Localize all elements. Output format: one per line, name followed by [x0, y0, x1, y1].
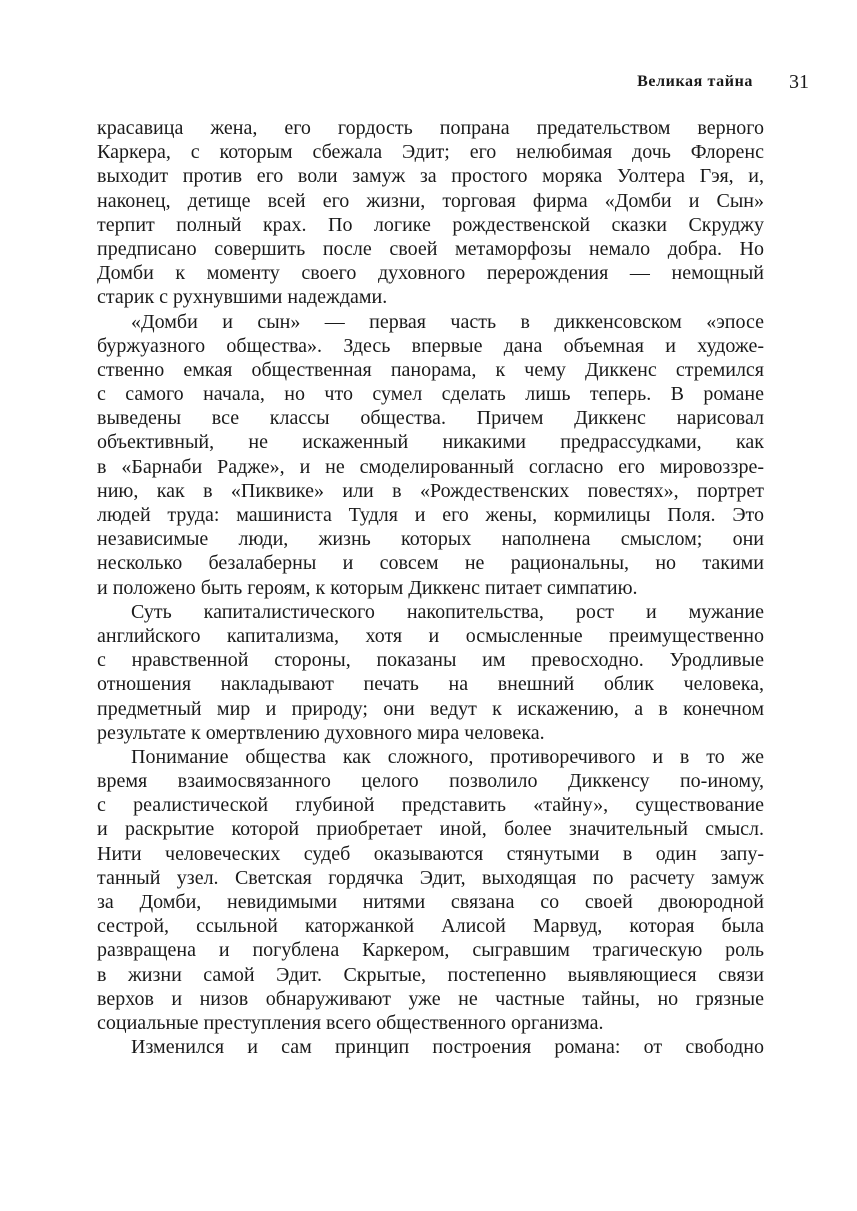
text-line: и раскрытие которой приобретает иной, более значительный смысл.: [97, 818, 764, 841]
text-line: за Домби, невидимыми нитями связана со своей двоюродной: [97, 891, 764, 913]
text-line: в жизни самой Эдит. Скрытые, постепенно выявляющиеся связи: [97, 963, 764, 986]
running-title: Великая тайна: [637, 73, 753, 90]
text-line: предметный мир и природу; они ведут к искажению, а в конечном: [97, 697, 764, 720]
text-line: несколько безалаберны и совсем не рациональны, но такими: [97, 552, 764, 575]
text-line: нию, как в «Пиквике» или в «Рождественских повестях», портрет: [97, 479, 764, 502]
text-line: Изменился и сам принцип построения романа: от свободно: [131, 1036, 764, 1059]
text-line: Понимание общества как сложного, противоречивого и в то же: [131, 745, 764, 768]
text-line: Каркера, с которым сбежала Эдит; его нелюбимая дочь Флоренс: [97, 141, 764, 164]
text-line: буржуазного общества». Здесь впервые дана объемная и художе-: [97, 334, 764, 357]
text-line: в «Барнаби Радже», и не смоделированный согласно его мировоззре-: [97, 455, 764, 478]
text-line: отношения накладывают печать на внешний облик человека,: [97, 673, 764, 696]
text-line: старик с рухнувшими надеждами.: [97, 286, 388, 309]
text-line: английского капитализма, хотя и осмысленные преимущественно: [97, 624, 764, 647]
text-line: результате к омертвлению духовного мира человека.: [97, 721, 545, 744]
text-line: объективный, не искаженный никакими предрассудками, как: [97, 431, 764, 454]
text-line: социальные преступления всего общественного организма.: [97, 1011, 604, 1034]
text-line: выходит против его воли замуж за простого моряка Уолтера Гэя, и,: [97, 165, 764, 188]
text-line: терпит полный крах. По логике рождественской сказки Скруджу: [97, 213, 764, 236]
text-line: время взаимосвязанного целого позволило Диккенсу по-иному,: [97, 770, 764, 793]
text-line: выведены все классы общества. Причем Диккенс нарисовал: [97, 407, 764, 430]
text-line: с реалистической глубиной представить «тайну», существование: [97, 794, 764, 817]
running-header: [97, 71, 813, 95]
text-line: «Домби и сын» — первая часть в диккенсовском «эпосе: [131, 310, 764, 333]
text-line: и положено быть героям, к которым Диккенс питает симпатию.: [97, 576, 638, 599]
text-line: Суть капиталистического накопительства, рост и мужание: [131, 600, 764, 623]
text-line: Нити человеческих судеб оказываются стянутыми в один запу-: [97, 842, 764, 865]
text-line: красавица жена, его гордость попрана предательством верного: [97, 117, 764, 139]
text-line: с нравственной стороны, показаны им превосходно. Уродливые: [97, 649, 764, 672]
text-line: предписано совершить после своей метаморфозы немало добра. Но: [97, 237, 764, 260]
body-text: [97, 116, 764, 1059]
text-line: независимые люди, жизнь которых наполнена смыслом; они: [97, 528, 764, 551]
text-line: людей труда: машиниста Тудля и его жены, кормилицы Поля. Это: [97, 504, 764, 526]
text-line: ственно емкая общественная панорама, к чему Диккенс стремился: [97, 358, 764, 381]
text-line: Домби к моменту своего духовного перерождения — немощный: [97, 262, 764, 285]
text-line: с самого начала, но что сумел сделать лишь теперь. В романе: [97, 383, 764, 406]
text-line: развращена и погублена Каркером, сыгравшим трагическую роль: [97, 939, 764, 962]
text-line: наконец, детище всей его жизни, торговая фирма «Домби и Сын»: [97, 189, 764, 212]
text-line: сестрой, ссыльной каторжанкой Алисой Марвуд, которая была: [97, 915, 764, 938]
text-line: верхов и низов обнаруживают уже не частные тайны, но грязные: [97, 987, 764, 1010]
text-line: танный узел. Светская гордячка Эдит, выходящая по расчету замуж: [97, 866, 764, 889]
page-number: 31: [789, 71, 809, 93]
